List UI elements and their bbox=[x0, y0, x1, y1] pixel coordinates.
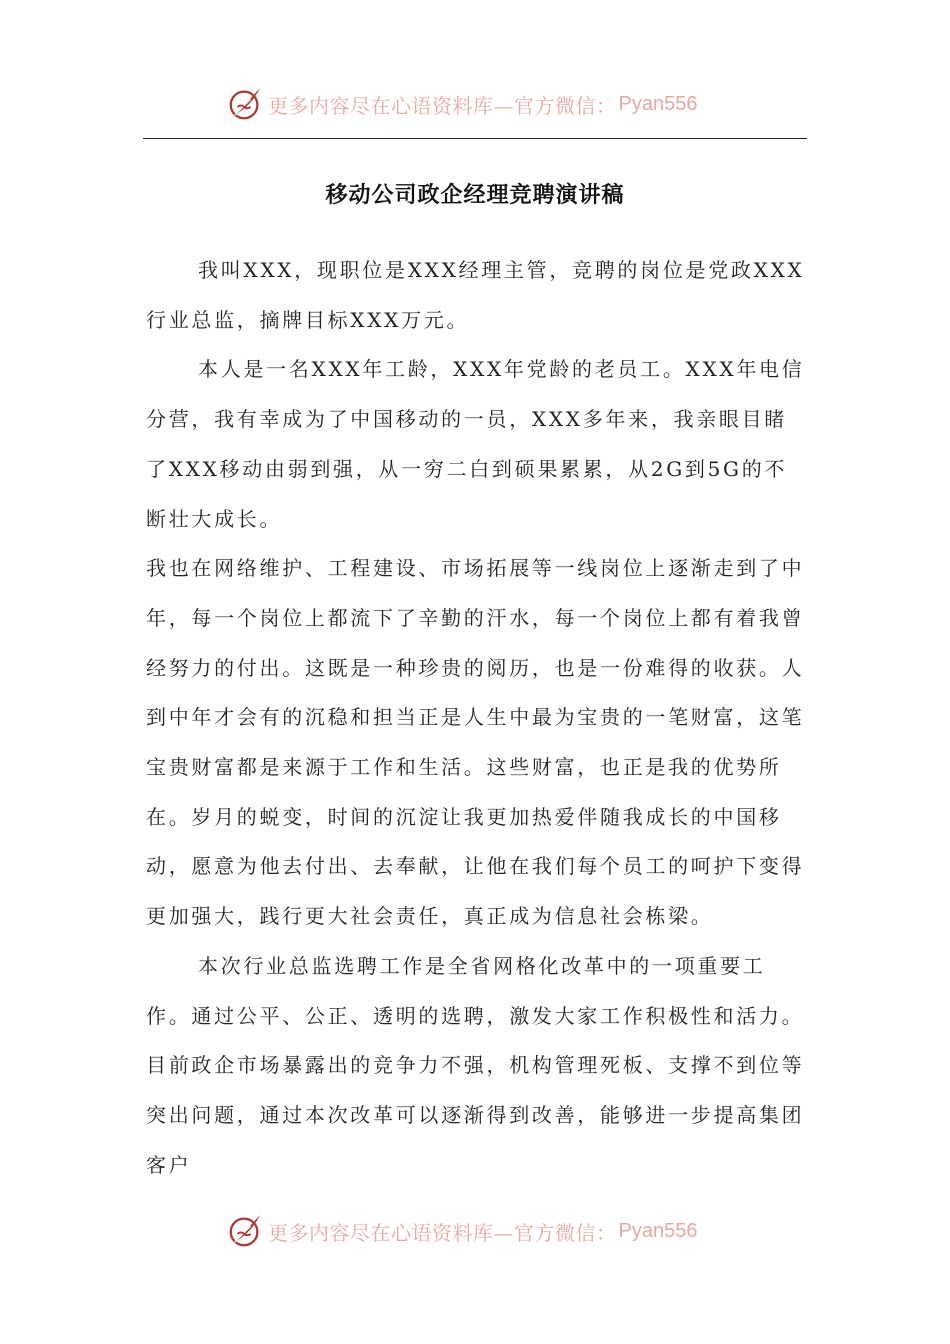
document-body bbox=[146, 246, 806, 1190]
paragraph: 我也在网络维护、工程建设、市场拓展等一线岗位上逐渐走到了中年，每一个岗位上都流下了辛勤的汗水，每一个岗位上都有着我曾经努力的付出。这既是一种珍贵的阅历，也是一份难得的收获。人到中年才会有的沉稳和担当正是人生中最为宝贵的一笔财富，这笔宝贵财富都是来源于工作和生活。这些财富，也正是我的优势所在。岁月的蜕变，时间的沉淀让我更加热爱伴随我成长的中国移动，愿意为他去付出、去奉献，让他在我们每个员工的呵护下变得更加强大，践行更大社会责任，真正成为信息社会栋梁。 bbox=[146, 556, 805, 929]
footer-banner-content bbox=[226, 1208, 697, 1254]
footer-wechat-id: Pyan556 bbox=[618, 1219, 698, 1242]
document-title: 移动公司政企经理竞聘演讲稿 bbox=[325, 183, 625, 208]
header-divider bbox=[143, 138, 807, 139]
quill-logo-icon bbox=[226, 1212, 264, 1250]
paragraph: 我叫XXX，现职位是XXX经理主管，竞聘的岗位是党政XXX行业总监，摘牌目标XXX万元。 bbox=[146, 258, 805, 332]
paragraph: 本人是一名XXX年工龄，XXX年党龄的老员工。XXX年电信分营，我有幸成为了中国移动的一员，XXX多年来，我亲眼目睹了XXX移动由弱到强，从一穷二白到硕果累累，从2G到5G的不断壮大成长。 bbox=[146, 357, 805, 531]
header-banner bbox=[0, 81, 950, 127]
footer-banner bbox=[0, 1208, 950, 1254]
header-banner-content bbox=[226, 81, 697, 127]
header-banner-text: 更多内容尽在心语资料库—官方微信： bbox=[268, 93, 617, 118]
quill-logo-icon bbox=[226, 85, 264, 123]
paragraph: 本次行业总监选聘工作是全省网格化改革中的一项重要工作。通过公平、公正、透明的选聘，激发大家工作积极性和活力。目前政企市场暴露出的竞争力不强，机构管理死板、支撑不到位等突出问题，通过本次改革可以逐渐得到改善，能够进一步提高集团客户 bbox=[146, 953, 805, 1177]
footer-banner-text: 更多内容尽在心语资料库—官方微信： bbox=[268, 1220, 617, 1245]
header-wechat-id: Pyan556 bbox=[618, 92, 698, 115]
